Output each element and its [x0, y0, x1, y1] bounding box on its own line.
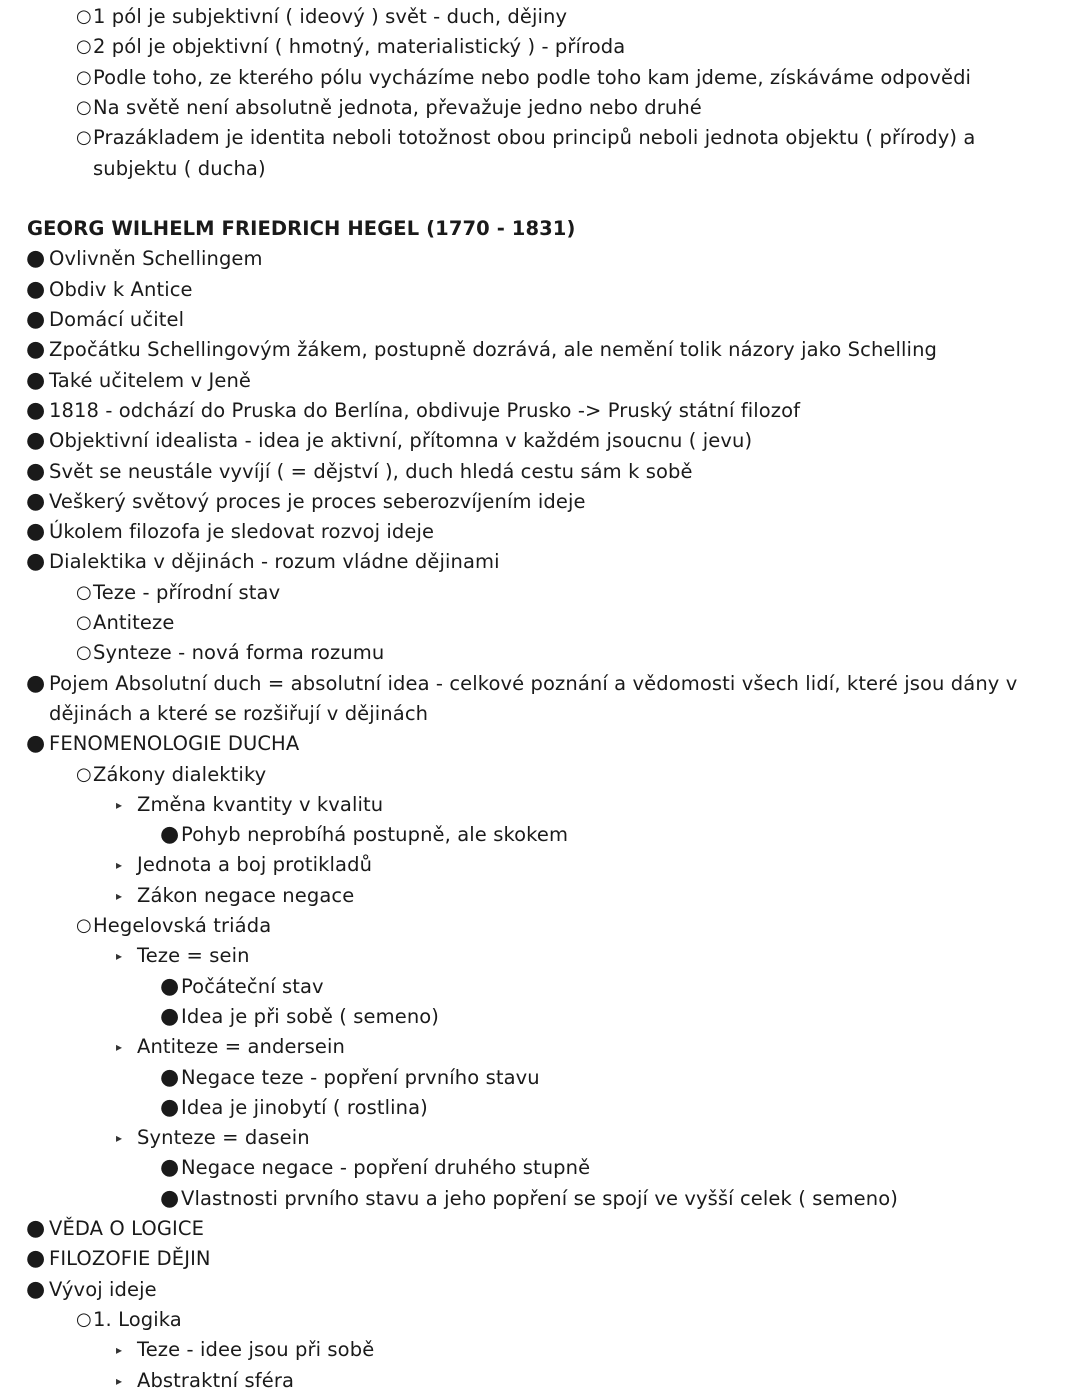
outline-text: Hegelovská triáda: [93, 914, 272, 937]
outline-text: Na světě není absolutně jednota, převažuje jedno nebo druhé: [93, 95, 702, 119]
outline-text: FILOZOFIE DĚJIN: [49, 1247, 211, 1271]
circle-bullet-icon: ○: [76, 96, 92, 118]
outline-text: Obdiv k Antice: [49, 277, 193, 301]
outline-text: Zákony dialektiky: [93, 762, 267, 786]
dot-bullet-icon: ●: [26, 367, 46, 393]
outline-text: Vývoj ideje: [49, 1277, 157, 1301]
outline-text: 1 pól je subjektivní ( ideový ) svět - duch, dějiny: [93, 5, 568, 28]
dot-bullet-icon: ●: [26, 1276, 46, 1302]
dot-bullet-icon: ●: [26, 397, 46, 423]
outline-text: Objektivní idealista - idea je aktivní, přítomna v každém jsoucnu ( jevu): [49, 429, 753, 453]
outline-text: VĚDA O LOGICE: [49, 1217, 205, 1240]
outline-text: Zpočátku Schellingovým žákem, postupně dozrává, ale nemění tolik názory jako Schelling: [49, 338, 938, 362]
dot-bullet-icon: ●: [26, 1246, 46, 1272]
circle-bullet-icon: ○: [76, 66, 92, 88]
triangle-bullet-icon: ▸: [116, 1040, 123, 1055]
outline-text: Veškerý světový proces je proces seberozvíjením ideje: [49, 489, 586, 513]
circle-bullet-icon: ○: [76, 612, 92, 633]
outline-text: Idea je při sobě ( semeno): [181, 1004, 440, 1028]
outline-text: Také učitelem v Jeně: [49, 368, 252, 392]
outline-text: Podle toho, ze kterého pólu vycházíme nebo podle toho kam jdeme, získáváme odpovědi: [93, 65, 972, 89]
dot-bullet-icon: ●: [26, 519, 46, 545]
outline-text: Teze = sein: [137, 944, 250, 968]
dot-bullet-icon: ●: [160, 1064, 180, 1090]
triangle-bullet-icon: ▸: [116, 797, 123, 812]
circle-bullet-icon: ○: [76, 1308, 92, 1330]
outline-text: Jednota a boj protikladů: [137, 853, 373, 877]
outline-text: Změna kvantity v kvalitu: [137, 792, 384, 816]
outline-text: Synteze = dasein: [137, 1126, 310, 1150]
dot-bullet-icon: ●: [26, 337, 46, 363]
outline-text: Domácí učitel: [49, 308, 185, 331]
outline-text: Vlastnosti prvního stavu a jeho popření se spojí ve vyšší celek ( semeno): [181, 1186, 898, 1210]
triangle-bullet-icon: ▸: [116, 888, 123, 903]
triangle-bullet-icon: ▸: [116, 949, 123, 964]
dot-bullet-icon: ●: [160, 822, 180, 848]
outline-text: Úkolem filozofa je sledovat rozvoj ideje: [49, 520, 435, 544]
dot-bullet-icon: ●: [160, 1155, 180, 1181]
circle-bullet-icon: ○: [76, 6, 92, 27]
outline-text: Dialektika v dějinách - rozum vládne dějinami: [49, 550, 500, 574]
circle-bullet-icon: ○: [76, 642, 92, 664]
heading-years: (1770 - 1831): [419, 217, 576, 241]
circle-bullet-icon: ○: [76, 127, 92, 149]
outline-text: Zákon negace negace: [137, 883, 355, 907]
circle-bullet-icon: ○: [76, 581, 92, 603]
dot-bullet-icon: ●: [26, 307, 46, 332]
outline-text: FENOMENOLOGIE DUCHA: [49, 732, 300, 756]
dot-bullet-icon: ●: [26, 276, 46, 302]
outline-text: Antiteze: [93, 611, 175, 634]
outline-text: dějinách a které se rozšiřují v dějinách: [49, 701, 429, 725]
outline-text: Ovlivněn Schellingem: [49, 247, 263, 271]
outline-text: Synteze - nová forma rozumu: [93, 641, 385, 665]
outline-text: 2 pól je objektivní ( hmotný, materialistický ) - příroda: [93, 35, 626, 59]
dot-bullet-icon: ●: [26, 246, 46, 272]
dot-bullet-icon: ●: [160, 1185, 180, 1211]
dot-bullet-icon: ●: [26, 428, 46, 454]
dot-bullet-icon: ●: [160, 973, 180, 999]
triangle-bullet-icon: ▸: [116, 1131, 123, 1146]
outline-text: Pohyb neprobíhá postupně, ale skokem: [181, 823, 569, 847]
outline-text: subjektu ( ducha): [93, 156, 266, 180]
outline-text: 1. Logika: [93, 1307, 182, 1331]
outline-text: Pojem Absolutní duch = absolutní idea - celkové poznání a vědomosti všech lidí, které jsou dány v: [49, 671, 1018, 695]
dot-bullet-icon: ●: [160, 1003, 180, 1029]
outline-text: Počáteční stav: [181, 974, 324, 998]
outline-text: Antiteze = andersein: [137, 1035, 346, 1059]
outline-text: Idea je jinobytí ( rostlina): [181, 1095, 428, 1119]
dot-bullet-icon: ●: [160, 1094, 180, 1120]
outline-text: Negace teze - popření prvního stavu: [181, 1065, 540, 1089]
outline-text: Teze - idee jsou při sobě: [137, 1338, 375, 1362]
outline-text: 1818 - odchází do Pruska do Berlína, obdivuje Prusko -> Pruský státní filozof: [49, 398, 801, 422]
triangle-bullet-icon: ▸: [116, 858, 123, 873]
section-heading: GEORG WILHELM FRIEDRICH HEGEL (1770 - 1831): [27, 217, 576, 241]
outline-text: Svět se neustále vyvíjí ( = dějství ), duch hledá cestu sám k sobě: [49, 459, 693, 483]
circle-bullet-icon: ○: [76, 36, 92, 58]
dot-bullet-icon: ●: [26, 731, 46, 757]
triangle-bullet-icon: ▸: [116, 1343, 123, 1358]
circle-bullet-icon: ○: [76, 763, 92, 785]
dot-bullet-icon: ●: [26, 549, 46, 575]
outline-text: Prazákladem je identita neboli totožnost obou principů neboli jednota objektu ( přírody) a: [93, 126, 976, 150]
triangle-bullet-icon: ▸: [116, 1373, 123, 1388]
circle-bullet-icon: ○: [76, 915, 92, 936]
outline-text: Teze - přírodní stav: [93, 580, 281, 604]
dot-bullet-icon: ●: [26, 670, 46, 696]
outline-text: Abstraktní sféra: [137, 1368, 294, 1392]
dot-bullet-icon: ●: [26, 488, 46, 514]
outline-text: Negace negace - popření druhého stupně: [181, 1156, 591, 1180]
dot-bullet-icon: ●: [26, 458, 46, 484]
dot-bullet-icon: ●: [26, 1216, 46, 1241]
